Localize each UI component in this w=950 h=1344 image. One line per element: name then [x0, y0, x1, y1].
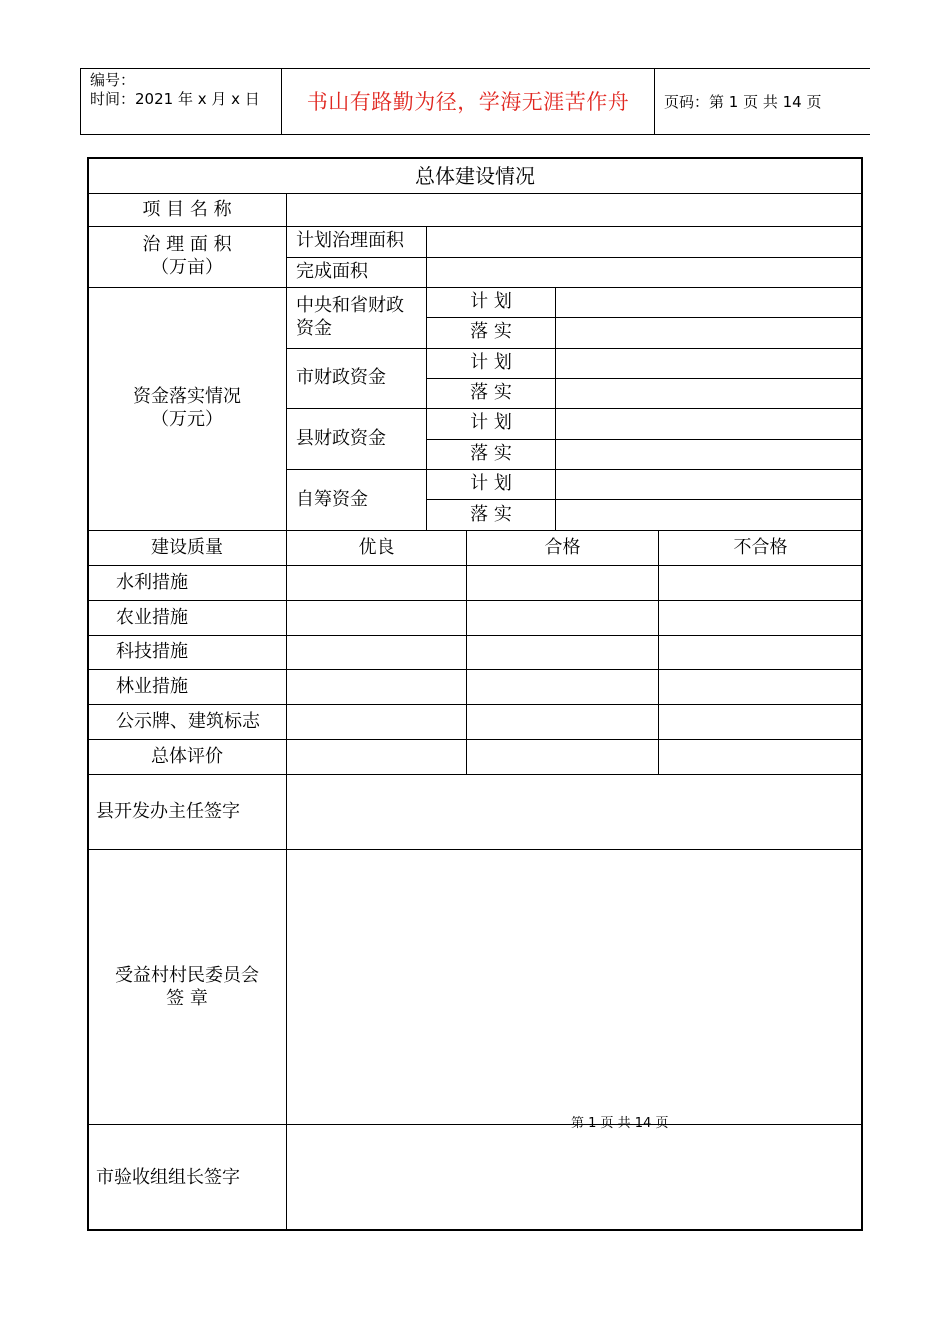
funds-label: 资金落实情况 — [133, 386, 241, 407]
completed-area-label: 完成面积 — [296, 261, 368, 282]
county-director-signature-field[interactable] — [288, 776, 860, 848]
completed-area-field[interactable] — [428, 259, 860, 286]
project-name-label: 项 目 名 称 — [142, 199, 232, 220]
implemented-label: 落 实 — [470, 321, 512, 342]
planned-area-field[interactable] — [428, 229, 860, 256]
city-leader-signature-label: 市验收组组长签字 — [96, 1167, 240, 1188]
quality-row-label: 林业措施 — [116, 676, 188, 697]
fund-source-county: 县财政资金 — [296, 428, 386, 449]
quality-row-label: 公示牌、建筑标志 — [116, 711, 260, 732]
planned-area-label: 计划治理面积 — [296, 230, 404, 251]
village-committee-label: 受益村村民委员会 — [115, 965, 259, 986]
fund-source-city: 市财政资金 — [296, 367, 386, 388]
fund-value-field[interactable] — [557, 380, 860, 407]
quality-label: 建设质量 — [151, 537, 223, 558]
fund-source-self: 自筹资金 — [296, 489, 368, 510]
project-name-field[interactable] — [288, 196, 860, 224]
implemented-label: 落 实 — [470, 504, 512, 525]
quality-col-excellent: 优良 — [358, 537, 395, 558]
plan-label: 计 划 — [470, 291, 512, 312]
quality-col-pass: 合格 — [544, 537, 581, 558]
fund-value-field[interactable] — [557, 319, 860, 347]
page-code: 页码：第 1 页 共 14 页 — [664, 93, 822, 111]
county-director-signature-label: 县开发办主任签字 — [96, 801, 240, 822]
quality-row-label: 水利措施 — [116, 572, 188, 593]
quality-row-label: 农业措施 — [116, 607, 188, 628]
plan-label: 计 划 — [470, 352, 512, 373]
serial-label: 编号： — [90, 71, 136, 89]
fund-value-field[interactable] — [557, 289, 860, 316]
fund-value-field[interactable] — [557, 471, 860, 498]
page-footer: 第 1 页 共 14 页 — [571, 1116, 669, 1131]
implemented-label: 落 实 — [470, 382, 512, 403]
funds-unit: （万元） — [151, 409, 223, 430]
village-committee-signature-field[interactable] — [288, 851, 860, 1123]
fund-source-central-line2: 资金 — [296, 318, 332, 339]
quality-row-label: 科技措施 — [116, 641, 188, 662]
fund-value-field[interactable] — [557, 441, 860, 468]
area-label: 治 理 面 积 — [142, 234, 232, 255]
motto: 书山有路勤为径，学海无涯苦作舟 — [306, 90, 630, 114]
fund-value-field[interactable] — [557, 501, 860, 529]
quality-row-label: 总体评价 — [151, 746, 223, 767]
implemented-label: 落 实 — [470, 443, 512, 464]
form-title: 总体建设情况 — [415, 164, 535, 188]
village-committee-seal: 签 章 — [166, 988, 208, 1009]
fund-value-field[interactable] — [557, 350, 860, 377]
plan-label: 计 划 — [470, 473, 512, 494]
fund-value-field[interactable] — [557, 410, 860, 438]
plan-label: 计 划 — [470, 412, 512, 433]
quality-col-fail: 不合格 — [733, 537, 788, 558]
time-label: 时间：2021 年 x 月 x 日 — [90, 90, 260, 108]
fund-source-central: 中央和省财政 — [296, 295, 404, 316]
area-unit: （万亩） — [151, 257, 223, 278]
city-leader-signature-field[interactable] — [288, 1126, 860, 1228]
